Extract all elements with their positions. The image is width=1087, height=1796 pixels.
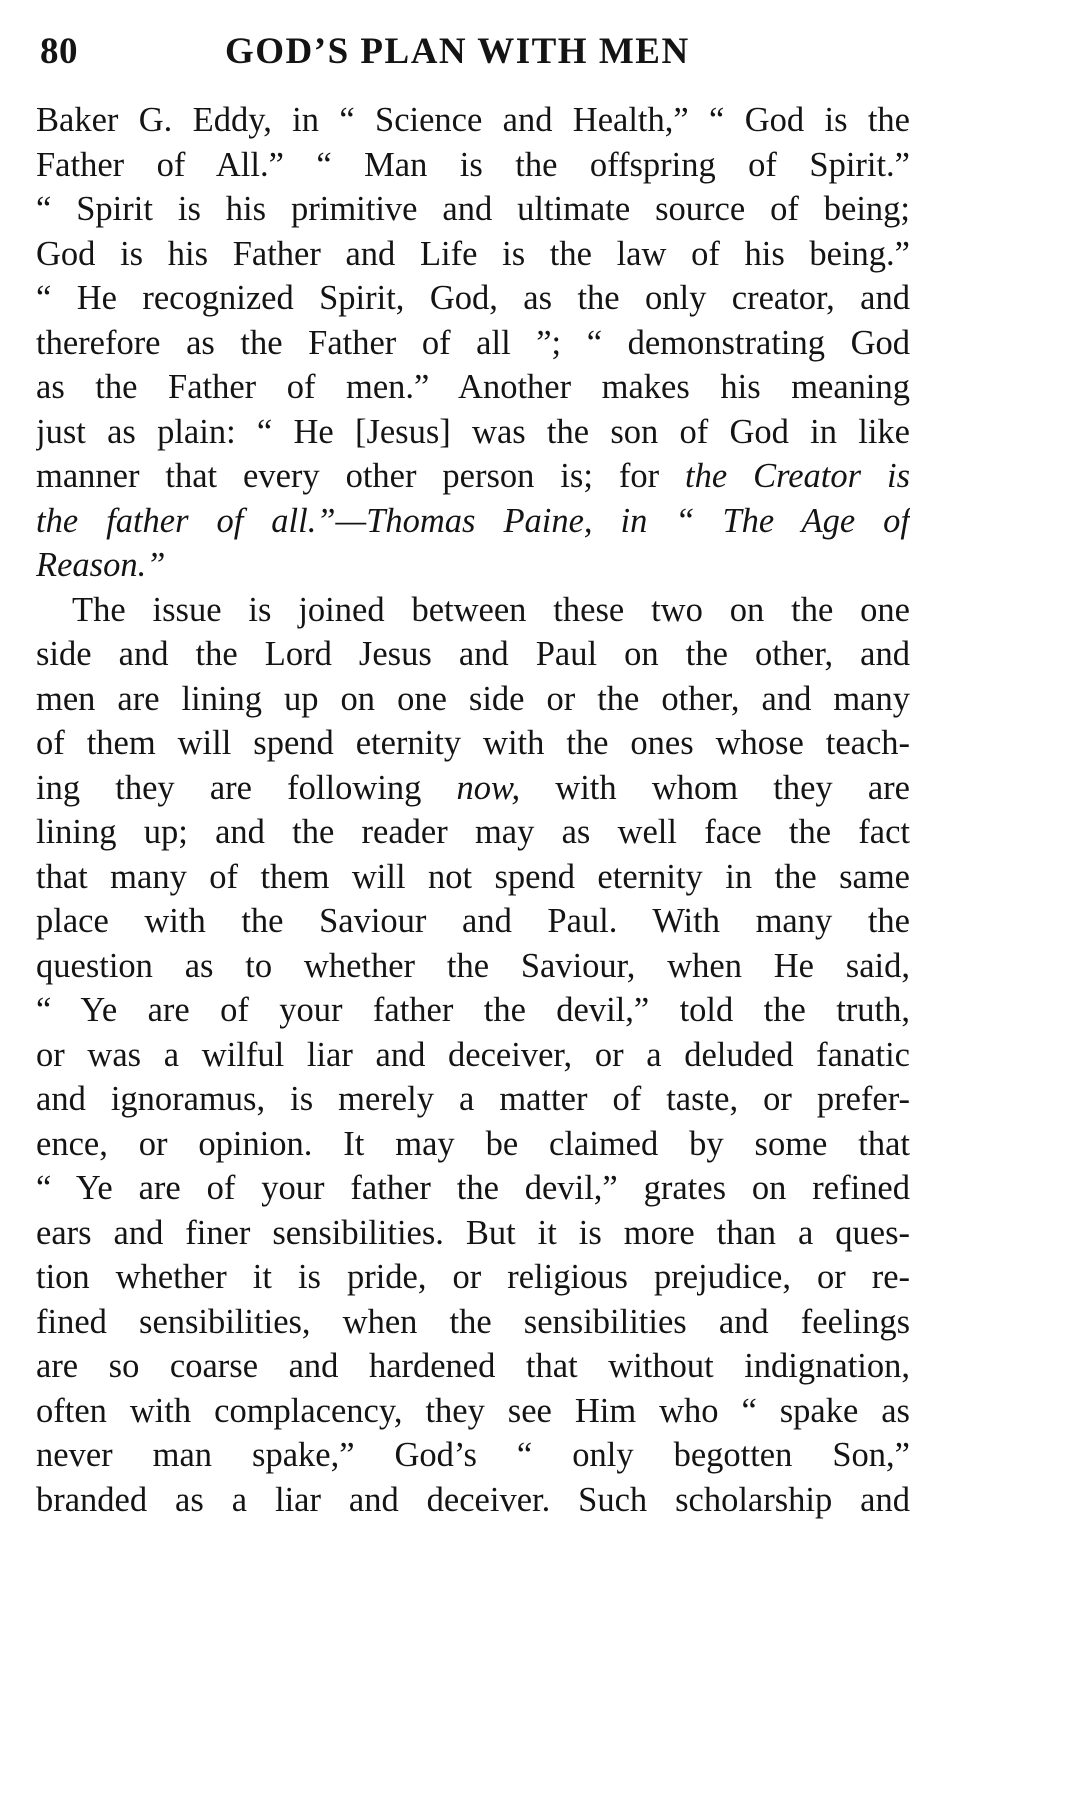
text-line: never man spake,” God’s “ only begotten Son,” — [36, 1436, 910, 1474]
text-line: question as to whether the Saviour, when He said, — [36, 946, 910, 985]
text-line: or was a wilful liar and deceiver, or a deluded fanatic — [36, 1035, 910, 1074]
text-line: are so coarse and hardened that without indignation, — [36, 1347, 910, 1385]
text-line: “ Ye are of your father the devil,” told the truth, — [36, 991, 910, 1029]
text-line: ence, or opinion. It may be claimed by some that — [36, 1124, 910, 1163]
text-line: Baker G. Eddy, in “ Science and Health,” “ God is the — [36, 101, 910, 139]
text-line: place with the Saviour and Paul. With many the — [36, 902, 910, 940]
text-line: branded as a liar and deceiver. Such scholarship and — [36, 1480, 910, 1519]
text-line: lining up; and the reader may as well face the fact — [36, 813, 910, 851]
running-title: GOD’S PLAN WITH MEN — [225, 31, 690, 72]
text-line — [36, 454, 910, 499]
text-roman: with whom they are — [520, 768, 910, 807]
text-line: “ Spirit is his primitive and ultimate source of being; — [36, 190, 910, 228]
text-line: “ He recognized Spirit, God, as the only creator, and — [36, 279, 910, 317]
text-line-italic: Reason.” — [36, 546, 166, 584]
text-line: ears and finer sensibilities. But it is more than a ques- — [36, 1213, 910, 1252]
text-line: often with complacency, they see Him who “ spake as — [36, 1391, 910, 1430]
text-line: God is his Father and Life is the law of his being.” — [36, 234, 910, 273]
text-line: fined sensibilities, when the sensibilities and feelings — [36, 1302, 910, 1341]
text-italic: the Creator is — [685, 457, 910, 495]
paragraph-2 — [36, 588, 910, 1523]
page-number: 80 — [40, 31, 78, 72]
text-roman: manner that every other person is; for — [36, 457, 685, 495]
text-line: as the Father of men.” Another makes his meaning — [36, 368, 910, 406]
text-line: men are lining up on one side or the other, and many — [36, 679, 910, 718]
text-line: The issue is joined between these two on the one — [72, 590, 910, 629]
body-text — [36, 98, 910, 1522]
text-line — [36, 766, 910, 811]
paragraph-1 — [36, 98, 910, 588]
text-roman: ing they are following — [36, 768, 457, 807]
text-line: Father of All.” “ Man is the offspring of Spirit.” — [36, 145, 910, 184]
text-line: therefore as the Father of all ”; “ demonstrating God — [36, 323, 910, 362]
text-line: that many of them will not spend eternity in the same — [36, 857, 910, 896]
text-line: of them will spend eternity with the ones whose teach- — [36, 724, 910, 762]
text-line: and ignoramus, is merely a matter of taste, or prefer- — [36, 1080, 910, 1118]
running-head — [40, 22, 910, 82]
text-italic: now, — [456, 768, 521, 807]
text-line: tion whether it is pride, or religious prejudice, or re- — [36, 1258, 910, 1296]
text-line: just as plain: “ He [Jesus] was the son of God in like — [36, 412, 910, 451]
text-line-italic: the father of all.”—Thomas Paine, in “ The Age of — [36, 501, 910, 540]
text-line: “ Ye are of your father the devil,” grates on refined — [36, 1169, 910, 1207]
text-line: side and the Lord Jesus and Paul on the other, and — [36, 635, 910, 673]
